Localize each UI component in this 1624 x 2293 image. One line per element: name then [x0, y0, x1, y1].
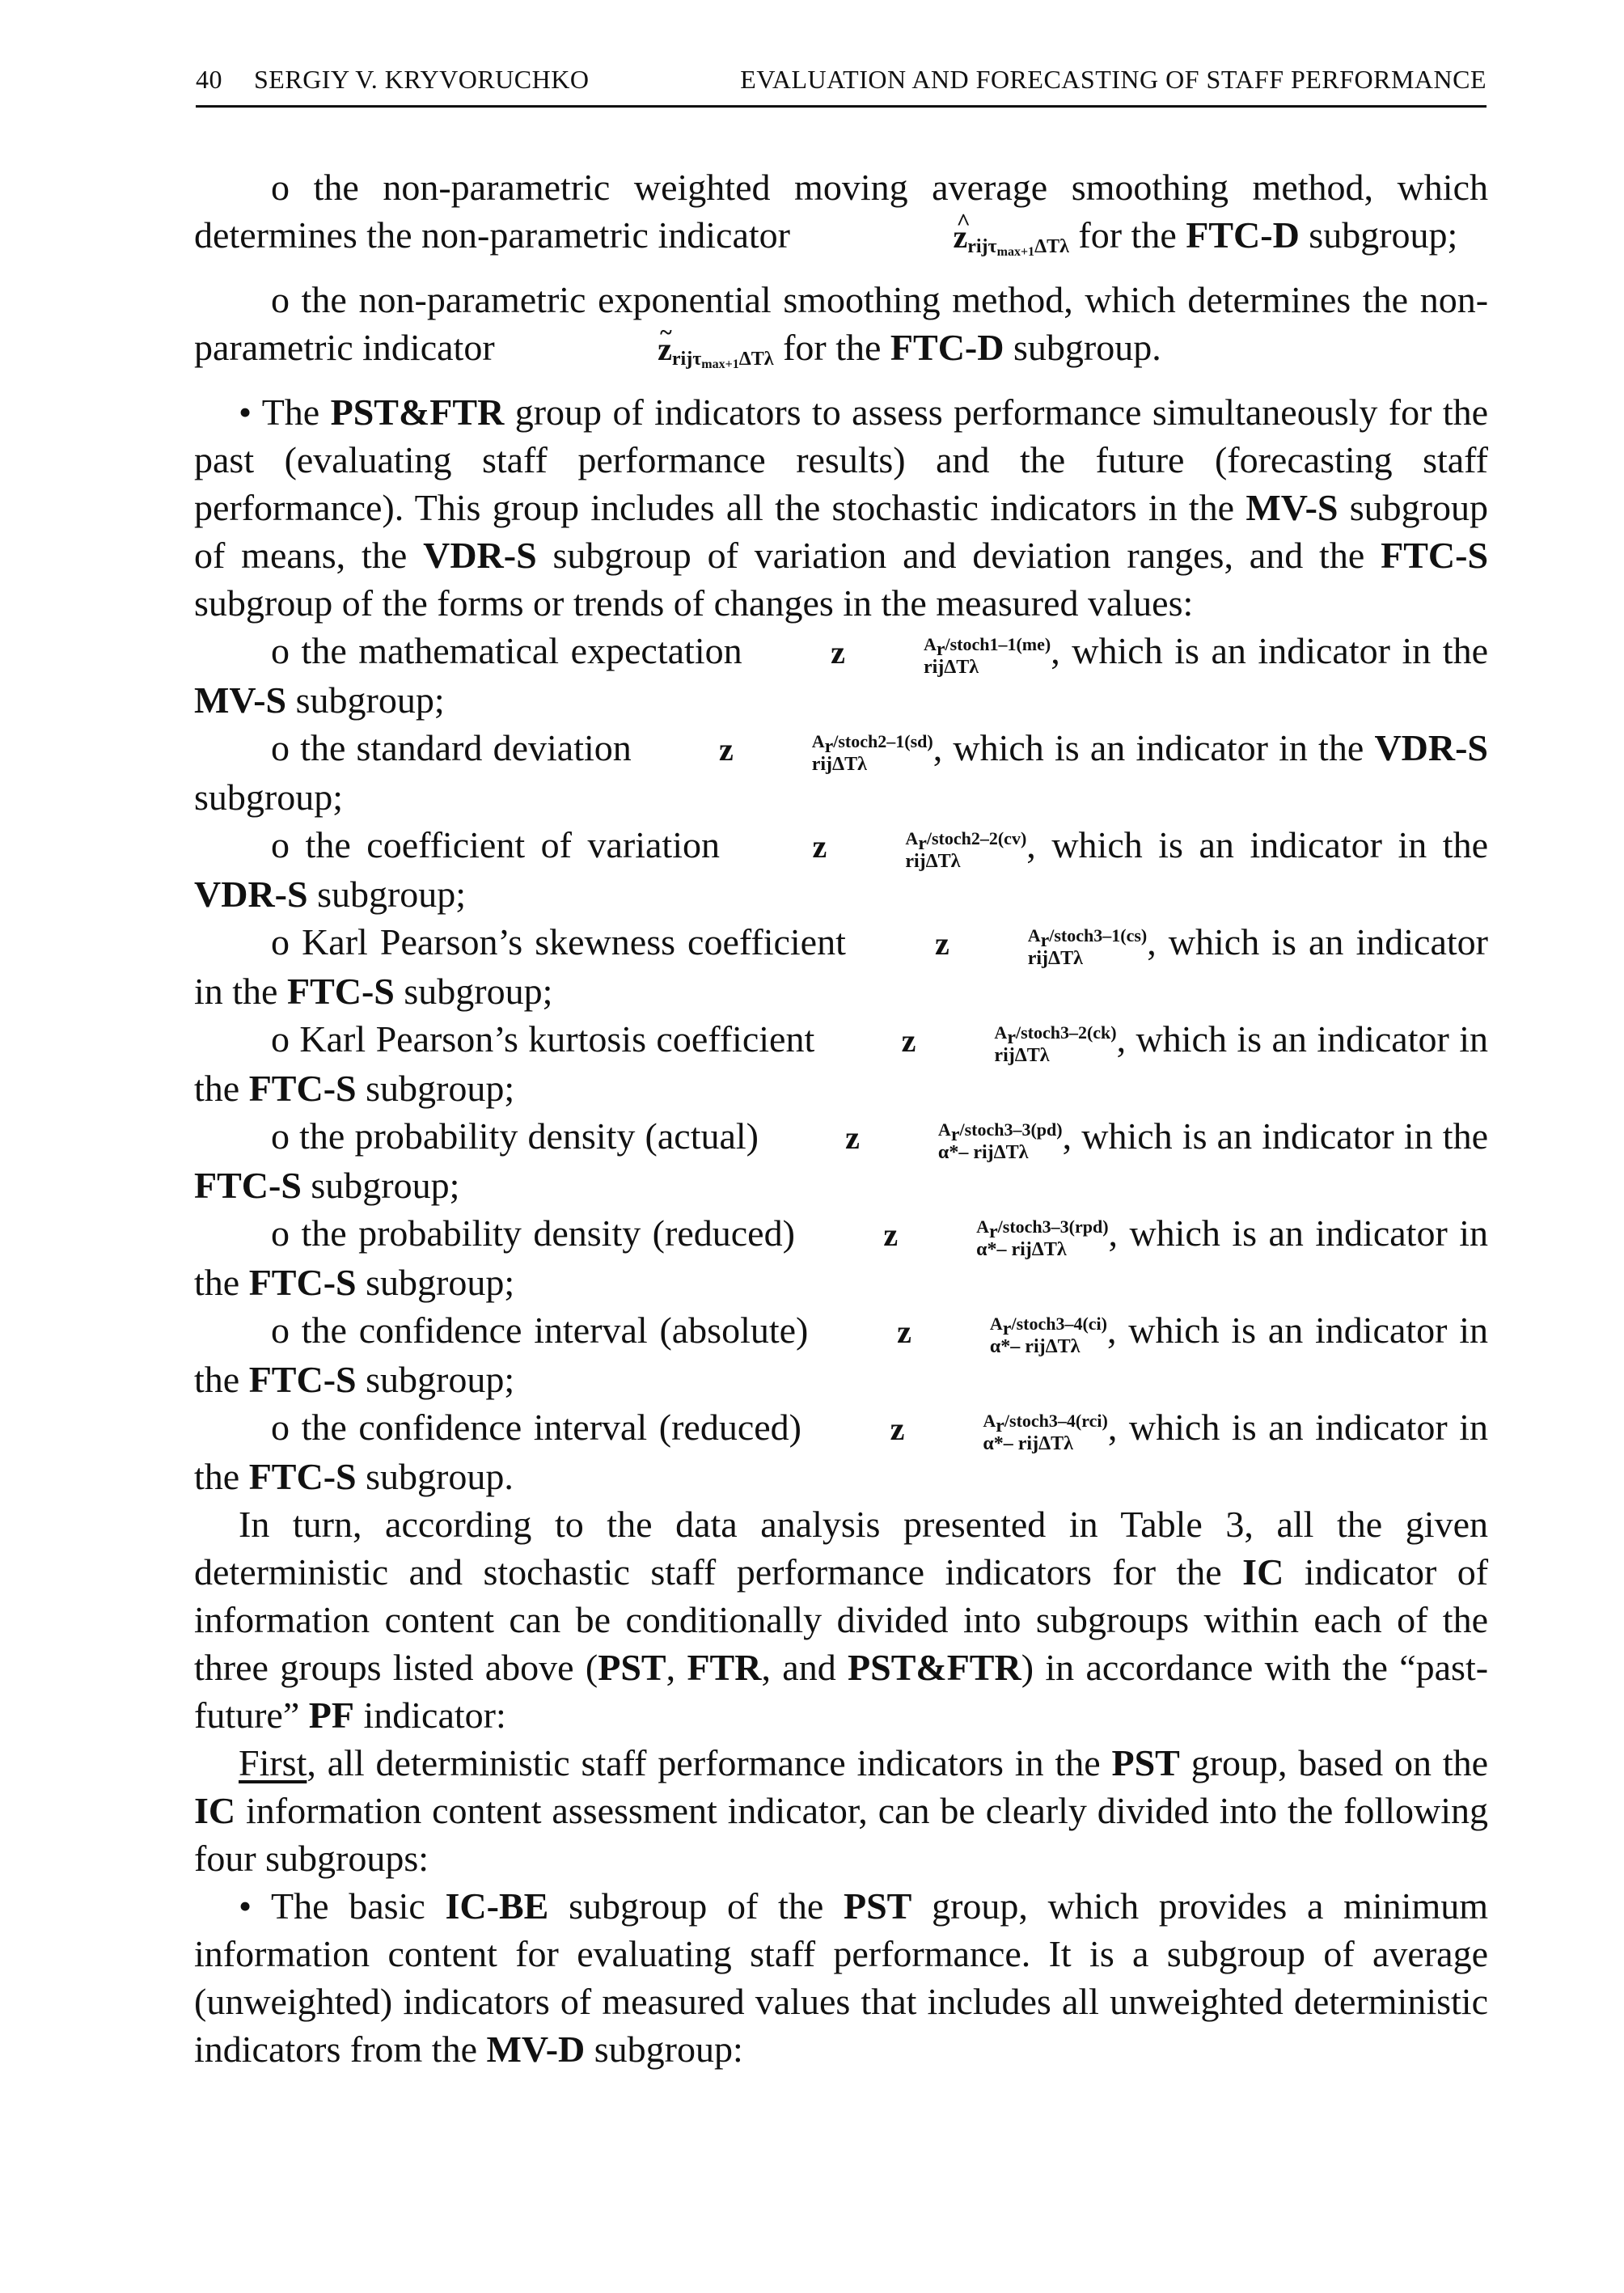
text: , which is an indicator in the: [194, 921, 1488, 1012]
symbol-sub: α*– rijΔTλ: [937, 1141, 1029, 1163]
text: , which is an indicator in the: [933, 727, 1364, 768]
symbol-sup: A: [1027, 924, 1041, 946]
term: FTC-S: [194, 1165, 302, 1206]
symbol-exp: [504, 325, 773, 388]
text: for the: [1078, 214, 1177, 256]
circle-bullet-icon: o: [271, 921, 290, 962]
symbol-base: z: [897, 1314, 911, 1350]
symbol-sup-sub: r: [936, 638, 945, 660]
text: subgroup of means, the: [194, 487, 1488, 576]
symbol-base: z: [831, 634, 845, 671]
circle-bullet-icon: o: [271, 727, 290, 768]
term: FTC-S: [248, 1068, 357, 1109]
text: ) in accordance with the “past-future”: [194, 1647, 1489, 1736]
symbol-sub-sub: max+1: [701, 357, 739, 371]
symbol-sup: A: [937, 1119, 951, 1140]
term: FTC-S: [248, 1359, 357, 1400]
paragraph-first: [194, 1739, 1488, 1882]
page-number: 40: [196, 65, 222, 94]
text: subgroup;: [1309, 214, 1458, 256]
symbol-rpd: [806, 1211, 1108, 1259]
term: IC: [194, 1790, 236, 1831]
circle-bullet-icon: o: [271, 1407, 290, 1448]
item-skewness: [194, 918, 1488, 1015]
page-body: [194, 163, 1488, 2073]
text: ,: [666, 1647, 676, 1688]
text: indicator:: [363, 1694, 506, 1736]
text: subgroup of the: [569, 1885, 824, 1927]
symbol-base: z: [934, 925, 949, 962]
circle-bullet-icon: o: [271, 279, 290, 320]
text: subgroup;: [317, 874, 467, 915]
circle-bullet-icon: o: [271, 1018, 290, 1060]
term: FTC-S: [1381, 535, 1489, 576]
symbol-base: ^ z: [876, 213, 967, 260]
item-kurtosis: [194, 1015, 1488, 1112]
symbol-sup-sub: r: [988, 1221, 998, 1242]
term: MV-S: [1245, 487, 1339, 528]
symbol-sup: /stoch2–1(sd): [833, 730, 933, 751]
item-pst-ftr-group: [194, 388, 1488, 627]
symbol-sub: ΔTλ: [1034, 236, 1069, 257]
circle-bullet-icon: o: [271, 824, 290, 865]
item-probability-density-actual: [194, 1112, 1488, 1209]
text: subgroup.: [366, 1456, 514, 1497]
text: , which is an indicator in the: [1026, 824, 1489, 865]
text: , which is an indicator in the: [194, 1309, 1489, 1400]
symbol-base: z: [890, 1411, 905, 1447]
symbol-sd: [642, 726, 933, 773]
text: Karl Pearson’s skewness coefficient: [302, 921, 846, 962]
text: subgroup;: [404, 971, 553, 1012]
text: subgroup of variation and deviation ranges, and the: [552, 535, 1365, 576]
circle-bullet-icon: o: [271, 630, 290, 671]
text: , which is an indicator in the: [194, 1018, 1489, 1109]
symbol-ci: [820, 1308, 1107, 1356]
text: indicator of information content can be conditionally divided into subgroups within each of the three groups listed above (: [194, 1551, 1489, 1688]
text: the confidence interval (absolute): [301, 1309, 809, 1351]
term: PST: [1111, 1742, 1180, 1783]
symbol-sub: α*– rijΔTλ: [983, 1432, 1073, 1454]
symbol-sup-sub: r: [996, 1415, 1004, 1436]
term: FTC-S: [286, 971, 395, 1012]
text: subgroup of the forms or trends of changes in the measured values:: [194, 582, 1194, 624]
symbol-sup: /stoch3–4(rci): [1004, 1410, 1108, 1431]
symbol-sup-sub: r: [918, 832, 927, 854]
symbol-sup: A: [811, 730, 825, 751]
dot-bullet-icon: •: [239, 1885, 252, 1927]
symbol-sup: /stoch3–2(ck): [1015, 1022, 1117, 1043]
term: PF: [308, 1694, 354, 1736]
symbol-rci: [814, 1405, 1108, 1453]
symbol-sup: A: [976, 1216, 989, 1237]
term: VDR-S: [423, 535, 537, 576]
symbol-sub: rijΔTλ: [811, 753, 867, 775]
term: PST&FTR: [848, 1647, 1021, 1688]
symbol-sup: /stoch3–4(ci): [1011, 1313, 1107, 1334]
symbol-sup: A: [994, 1022, 1008, 1043]
symbol-sup: A: [989, 1313, 1003, 1334]
text: , which is an indicator in the: [194, 1212, 1489, 1303]
running-title: EVALUATION AND FORECASTING OF STAFF PERFORMANCE: [740, 65, 1487, 94]
text: , which is an indicator in the: [1062, 1115, 1488, 1157]
text: The basic: [271, 1885, 425, 1927]
text: subgroup;: [366, 1359, 515, 1400]
item-weighted-moving-average: [194, 163, 1488, 276]
text: group, based on the: [1191, 1742, 1489, 1783]
symbol-sup-sub: r: [824, 735, 834, 757]
symbol-sub: rijτ: [671, 349, 702, 370]
text: , all deterministic staff performance indicators in the: [307, 1742, 1101, 1783]
text: group of indicators to assess performance simultaneously for the past (evaluating staff performance results) and the future (forecasting staff performance). This group includes all the stochastic indicators in the: [194, 391, 1489, 528]
running-header: [196, 60, 1487, 108]
term: FTC-D: [890, 327, 1004, 368]
circle-bullet-icon: o: [271, 1309, 290, 1351]
term: VDR-S: [1374, 727, 1489, 768]
text: the mathematical expectation: [301, 630, 742, 671]
symbol-sub: rijΔTλ: [1027, 947, 1083, 969]
text: subgroup.: [1013, 327, 1161, 368]
text: the probability density (reduced): [301, 1212, 795, 1254]
text: subgroup;: [366, 1068, 515, 1109]
text: , which is an indicator in the: [194, 1407, 1489, 1497]
item-mathematical-expectation: [194, 627, 1488, 724]
term: FTC-S: [248, 1456, 357, 1497]
term: MV-S: [194, 679, 287, 721]
symbol-sup: /stoch2–2(cv): [926, 827, 1027, 848]
text: The: [261, 391, 320, 433]
symbol-sup-sub: r: [1002, 1318, 1012, 1339]
item-confidence-interval-reduced: [194, 1403, 1488, 1500]
term: IC-BE: [445, 1885, 549, 1927]
symbol-ck: [825, 1017, 1117, 1064]
symbol-sub: α*– rijΔTλ: [976, 1238, 1067, 1260]
text: information content assessment indicator, can be clearly divided into the following four subgroups:: [194, 1790, 1488, 1879]
symbol-base: z: [718, 731, 734, 768]
circle-bullet-icon: o: [271, 167, 290, 208]
symbol-base: ~ z: [581, 325, 672, 373]
paragraph-in-turn: [194, 1500, 1488, 1739]
symbol-pd: [768, 1114, 1062, 1161]
term: PST: [598, 1647, 666, 1688]
text: subgroup:: [594, 2029, 743, 2070]
symbol-base: z: [883, 1216, 899, 1253]
symbol-sub: rijτ: [967, 236, 997, 257]
symbol-sub: rijΔTλ: [994, 1044, 1050, 1066]
symbol-sub: α*– rijΔTλ: [989, 1335, 1081, 1357]
symbol-sup: A: [923, 633, 937, 654]
symbol-cs: [858, 920, 1147, 967]
symbol-sup: /stoch3–3(rpd): [997, 1216, 1109, 1237]
term: FTC-D: [1186, 214, 1300, 256]
symbol-sup: A: [983, 1410, 996, 1431]
symbol-cv: [736, 823, 1027, 870]
text: Karl Pearson’s kurtosis coefficient: [299, 1018, 815, 1060]
symbol-sup: A: [905, 827, 919, 848]
symbol-me: [754, 628, 1051, 676]
text: subgroup;: [366, 1262, 515, 1303]
term: FTR: [687, 1647, 762, 1688]
symbol-sup: /stoch3–1(cs): [1049, 924, 1148, 946]
symbol-sup-sub: r: [950, 1123, 960, 1145]
text: , which is an indicator in the: [1051, 630, 1488, 671]
circle-bullet-icon: o: [271, 1115, 290, 1157]
term: MV-D: [486, 2029, 586, 2070]
symbol-sub: ΔTλ: [738, 349, 774, 370]
dot-bullet-icon: •: [239, 391, 252, 433]
text: subgroup;: [311, 1165, 460, 1206]
circle-bullet-icon: o: [271, 1212, 290, 1254]
text: the confidence interval (reduced): [301, 1407, 802, 1448]
item-exponential-smoothing: [194, 276, 1488, 388]
text: , and: [761, 1647, 836, 1688]
term: IC: [1242, 1551, 1284, 1593]
term: PST&FTR: [330, 391, 505, 433]
text: subgroup;: [295, 679, 445, 721]
text: the non-parametric weighted moving average smoothing method, which determines the non-parametric indicator: [194, 167, 1489, 256]
text: the non-parametric exponential smoothing method, which determines the non-parametric indicator: [194, 279, 1489, 368]
text: the standard deviation: [300, 727, 632, 768]
symbol-base: z: [901, 1022, 916, 1059]
text: subgroup;: [194, 776, 343, 818]
symbol-sub: rijΔTλ: [923, 656, 979, 678]
item-basic-ic-be: [194, 1882, 1488, 2073]
symbol-base: z: [845, 1119, 860, 1156]
text: In turn, according to the data analysis presented in Table 3, all the given deterministic and stochastic staff performance indicators for the: [194, 1504, 1488, 1593]
symbol-base: z: [812, 828, 827, 865]
symbol-sup-sub: r: [1007, 1026, 1016, 1048]
underlined-word: First: [239, 1742, 307, 1783]
running-author: SERGIY V. KRYVORUCHKO: [254, 65, 590, 94]
item-probability-density-reduced: [194, 1209, 1488, 1306]
text: for the: [783, 327, 882, 368]
symbol-sup: /stoch3–3(pd): [959, 1119, 1063, 1140]
symbol-sup: /stoch1–1(me): [945, 633, 1051, 654]
item-standard-deviation: [194, 724, 1488, 821]
term: VDR-S: [194, 874, 308, 915]
text: group, which provides a minimum information content for evaluating staff performance. It is a subgroup of average (unweighted) indicators of measured values that includes all unweighted deterministic indicators from the: [194, 1885, 1489, 2070]
term: PST: [844, 1885, 912, 1927]
text: the coefficient of variation: [305, 824, 720, 865]
term: FTC-S: [248, 1262, 357, 1303]
symbol-sub: rijΔTλ: [905, 850, 961, 872]
symbol-wma: [799, 213, 1068, 276]
item-confidence-interval-absolute: [194, 1306, 1488, 1403]
symbol-sub-sub: max+1: [996, 245, 1035, 259]
text: the probability density (actual): [299, 1115, 759, 1157]
symbol-sup-sub: r: [1040, 929, 1050, 951]
item-coefficient-of-variation: [194, 821, 1488, 918]
